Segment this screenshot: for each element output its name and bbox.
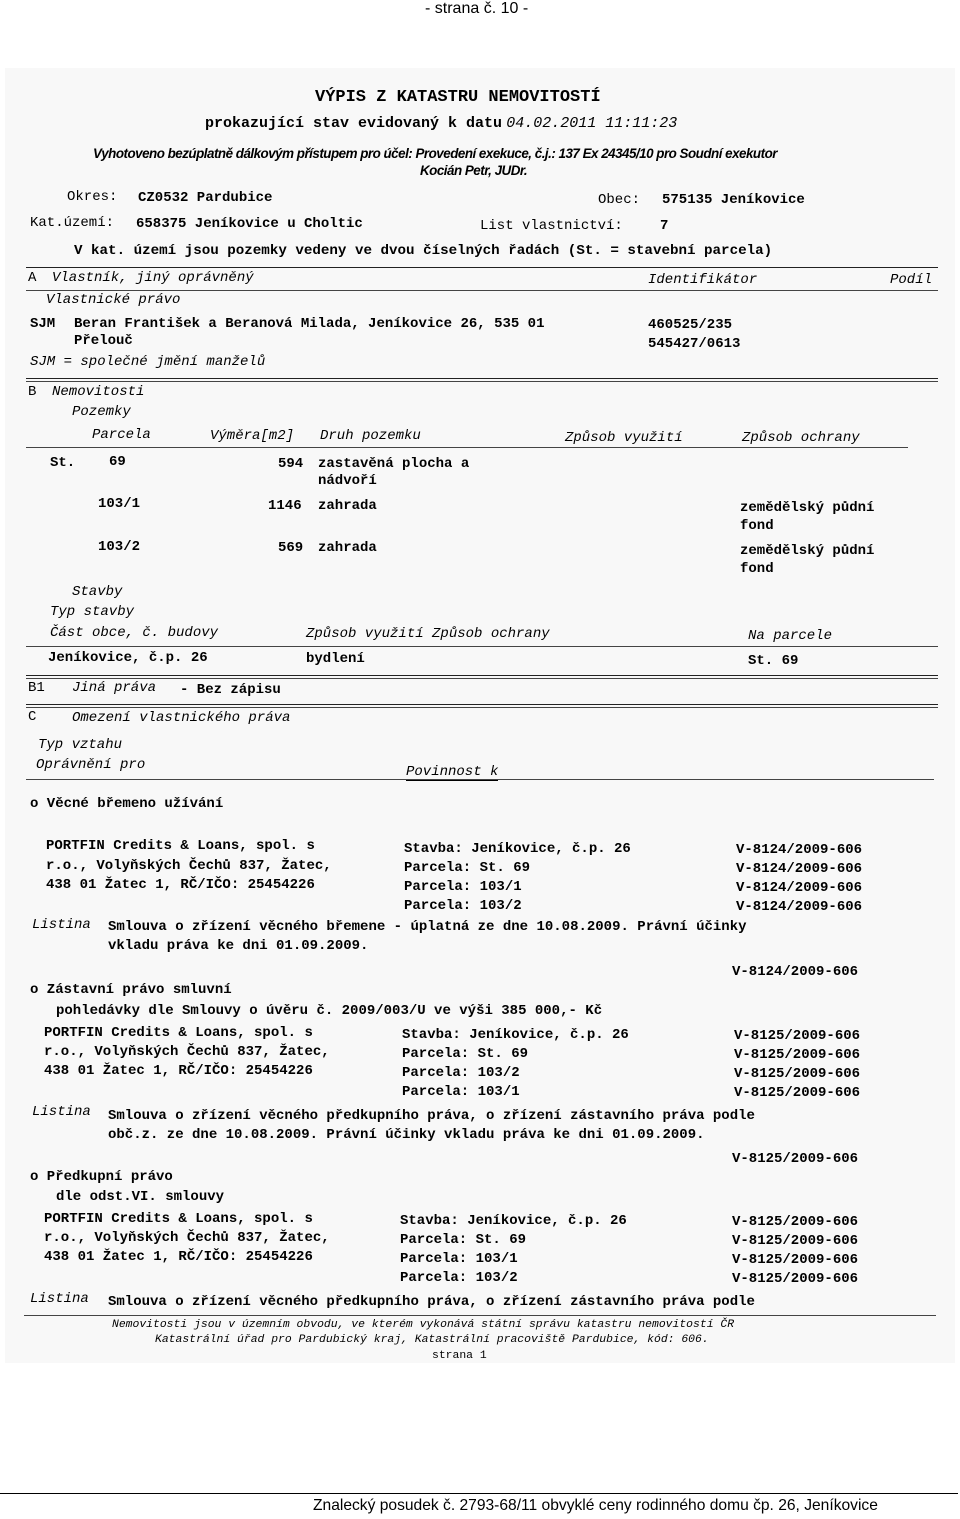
col-zpusob-vyuziti: Způsob využití bbox=[565, 430, 683, 446]
entry1-mid-4: Parcela: 103/2 bbox=[404, 898, 522, 914]
entry1-mid-2: Parcela: St. 69 bbox=[404, 860, 531, 876]
entry1-listina-2: vkladu práva ke dni 01.09.2009. bbox=[108, 938, 369, 954]
stavba-vyuziti: bydlení bbox=[306, 651, 365, 667]
col-na-parcele: Na parcele bbox=[748, 628, 833, 644]
section-b1-value: - Bez zápisu bbox=[180, 682, 281, 698]
entry2-mid-4: Parcela: 103/1 bbox=[402, 1084, 520, 1100]
opravneni-pro: Oprávnění pro bbox=[36, 757, 146, 773]
section-b-heading: Nemovitosti bbox=[52, 384, 145, 400]
entry1-right-4: V-8124/2009-606 bbox=[736, 899, 863, 915]
entry3-listina-label: Listina bbox=[30, 1291, 89, 1307]
sjm-note: SJM = společné jmění manželů bbox=[30, 354, 266, 370]
row1-vymera: 594 bbox=[278, 456, 304, 472]
entry2-title: o Zástavní právo smluvní bbox=[30, 982, 232, 998]
entry2-listina-2: obč.z. ze dne 10.08.2009. Právní účinky vkladu práva ke dni 01.09.2009. bbox=[108, 1127, 705, 1143]
divider-stavby bbox=[26, 646, 938, 647]
entry2-listina-1: Smlouva o zřízení věcného předkupního práva, o zřízení zástavního práva podle bbox=[108, 1108, 755, 1124]
row1-parcela-prefix: St. bbox=[50, 455, 76, 471]
owner-id-1: 460525/235 bbox=[648, 317, 733, 333]
entry3-right-1: V-8125/2009-606 bbox=[732, 1214, 859, 1230]
divider-b1-top-2 bbox=[26, 678, 938, 679]
obec-label: Obec: bbox=[598, 192, 641, 208]
entry3-left-2: r.o., Volyňských Čechů 837, Žatec, bbox=[44, 1230, 330, 1246]
lv-value: 7 bbox=[660, 218, 669, 234]
doc-title: VÝPIS Z KATASTRU NEMOVITOSTÍ bbox=[315, 88, 601, 107]
typ-vztahu: Typ vztahu bbox=[38, 737, 123, 753]
entry2-left-2: r.o., Volyňských Čechů 837, Žatec, bbox=[44, 1044, 330, 1060]
entry3-right-4: V-8125/2009-606 bbox=[732, 1271, 859, 1287]
entry1-left-1: PORTFIN Credits & Loans, spol. s bbox=[46, 838, 315, 854]
entry1-mid-1: Stavba: Jeníkovice, č.p. 26 bbox=[404, 841, 631, 857]
section-a-letter: A bbox=[28, 270, 37, 286]
divider-b-top bbox=[26, 378, 938, 379]
row2-vymera: 1146 bbox=[268, 498, 302, 514]
okres-value: CZ0532 Pardubice bbox=[138, 190, 273, 206]
sjm-label: SJM bbox=[30, 316, 56, 332]
povinnost-k: Povinnost k bbox=[406, 764, 499, 780]
row3-ochrana-1: zemědělský půdní bbox=[740, 543, 875, 559]
row1-druh-2: nádvoří bbox=[318, 473, 377, 489]
entry2-right-2: V-8125/2009-606 bbox=[734, 1047, 861, 1063]
entry2-mid-2: Parcela: St. 69 bbox=[402, 1046, 529, 1062]
issued-line-2: Kocián Petr, JUDr. bbox=[420, 163, 528, 178]
entry2-listina-label: Listina bbox=[32, 1104, 91, 1120]
entry3-title: o Předkupní právo bbox=[30, 1169, 173, 1185]
doc-footer-page: strana 1 bbox=[432, 1350, 487, 1362]
divider-c-top-2 bbox=[26, 707, 938, 708]
divider-c-cols bbox=[26, 779, 934, 780]
col-druh: Druh pozemku bbox=[320, 428, 421, 444]
entry1-right-1: V-8124/2009-606 bbox=[736, 842, 863, 858]
row2-druh-1: zahrada bbox=[318, 498, 377, 514]
col-identifikator: Identifikátor bbox=[648, 272, 758, 288]
entry3-mid-4: Parcela: 103/2 bbox=[400, 1270, 518, 1286]
entry1-right-3: V-8124/2009-606 bbox=[736, 880, 863, 896]
row2-ochrana-2: fond bbox=[740, 518, 774, 534]
pozemky-heading: Pozemky bbox=[72, 404, 131, 420]
entry1-listina-label: Listina bbox=[32, 917, 91, 933]
section-b-letter: B bbox=[28, 384, 37, 400]
page-footer-text: Znalecký posudek č. 2793-68/11 obvyklé ceny rodinného domu čp. 26, Jeníkovice bbox=[313, 1497, 878, 1514]
doc-footer-line-2: Katastrální úřad pro Pardubický kraj, Katastrální pracoviště Pardubice, kód: 606. bbox=[155, 1334, 709, 1346]
owner-line-1: Beran František a Beranová Milada, Jeníkovice 26, 535 01 bbox=[74, 316, 545, 332]
okres-label: Okres: bbox=[67, 189, 118, 205]
divider-a-top bbox=[26, 267, 938, 268]
col-vyuziti-ochrany: Způsob využití Způsob ochrany bbox=[306, 626, 550, 642]
col-podil: Podíl bbox=[890, 272, 933, 288]
subtitle-date: 04.02.2011 11:11:23 bbox=[506, 115, 678, 132]
divider-b-cols bbox=[26, 447, 908, 448]
issued-line-1: Vyhotoveno bezúplatně dálkovým přístupem pro účel: Provedení exekuce, č.j.: 137 Ex 24345/10 pro Soudní exekutor bbox=[93, 146, 777, 161]
row2-ochrana-1: zemědělský půdní bbox=[740, 500, 875, 516]
row1-parcela: 69 bbox=[109, 454, 126, 470]
entry2-right-3: V-8125/2009-606 bbox=[734, 1066, 861, 1082]
entry1-listina-1: Smlouva o zřízení věcného břemene - úplatná ze dne 10.08.2009. Právní účinky bbox=[108, 919, 747, 935]
row3-vymera: 569 bbox=[278, 540, 304, 556]
row3-parcela: 103/2 bbox=[98, 539, 141, 555]
section-b1-letter: B1 bbox=[28, 680, 45, 696]
stavby-heading: Stavby bbox=[72, 584, 123, 600]
entry2-right-1: V-8125/2009-606 bbox=[734, 1028, 861, 1044]
stavba-cast: Jeníkovice, č.p. 26 bbox=[48, 650, 208, 666]
divider-doc-footer bbox=[24, 1315, 936, 1316]
col-zpusob-ochrany: Způsob ochrany bbox=[742, 430, 860, 446]
entry2-mid-3: Parcela: 103/2 bbox=[402, 1065, 520, 1081]
entry3-left-1: PORTFIN Credits & Loans, spol. s bbox=[44, 1211, 313, 1227]
entry3-right-3: V-8125/2009-606 bbox=[732, 1252, 859, 1268]
owner-id-2: 545427/0613 bbox=[648, 336, 741, 352]
entry2-right-4: V-8125/2009-606 bbox=[734, 1085, 861, 1101]
owner-line-2: Přelouč bbox=[74, 333, 133, 349]
entry2-mid-1: Stavba: Jeníkovice, č.p. 26 bbox=[402, 1027, 629, 1043]
entry1-mid-3: Parcela: 103/1 bbox=[404, 879, 522, 895]
parcel-note: V kat. území jsou pozemky vedeny ve dvou číselných řadách (St. = stavební parcela) bbox=[74, 243, 773, 259]
entry2-ref: V-8125/2009-606 bbox=[732, 1151, 859, 1167]
entry1-right-2: V-8124/2009-606 bbox=[736, 861, 863, 877]
divider-a-head bbox=[26, 290, 938, 291]
page-number: - strana č. 10 - bbox=[425, 0, 529, 17]
entry3-mid-1: Stavba: Jeníkovice, č.p. 26 bbox=[400, 1213, 627, 1229]
entry1-ref: V-8124/2009-606 bbox=[732, 964, 859, 980]
section-c-heading: Omezení vlastnického práva bbox=[72, 710, 291, 726]
divider-b-top-2 bbox=[26, 381, 938, 382]
row1-druh-1: zastavěná plocha a bbox=[318, 456, 470, 472]
doc-footer-line-1: Nemovitosti jsou v územním obvodu, ve kterém vykonává státní správu katastru nemovitostí ČR bbox=[112, 1319, 735, 1331]
entry1-left-3: 438 01 Žatec 1, RČ/IČO: 25454226 bbox=[46, 877, 315, 893]
entry2-left-3: 438 01 Žatec 1, RČ/IČO: 25454226 bbox=[44, 1063, 313, 1079]
section-c-letter: C bbox=[28, 709, 37, 725]
entry1-title: o Věcné břemeno užívání bbox=[30, 796, 224, 812]
lv-label: List vlastnictví: bbox=[480, 218, 623, 234]
entry3-right-2: V-8125/2009-606 bbox=[732, 1233, 859, 1249]
row2-parcela: 103/1 bbox=[98, 496, 141, 512]
entry2-title-2: pohledávky dle Smlouvy o úvěru č. 2009/003/U ve výši 385 000,- Kč bbox=[56, 1003, 603, 1019]
stavba-parcela: St. 69 bbox=[748, 653, 799, 669]
col-vymera: Výměra[m2] bbox=[210, 428, 295, 444]
doc-subtitle bbox=[205, 114, 677, 132]
katuzemi-label: Kat.území: bbox=[30, 215, 115, 231]
subtitle-prefix: prokazující stav evidovaný k datu bbox=[205, 115, 503, 132]
entry3-listina-1: Smlouva o zřízení věcného předkupního práva, o zřízení zástavního práva podle bbox=[108, 1294, 755, 1310]
divider-c-top bbox=[26, 704, 938, 705]
divider-b1-top bbox=[26, 675, 938, 676]
entry3-mid-2: Parcela: St. 69 bbox=[400, 1232, 527, 1248]
obec-value: 575135 Jeníkovice bbox=[662, 192, 805, 208]
entry2-left-1: PORTFIN Credits & Loans, spol. s bbox=[44, 1025, 313, 1041]
vlastnicke-pravo: Vlastnické právo bbox=[46, 292, 181, 308]
page-footer-rule bbox=[0, 1493, 958, 1494]
entry1-left-2: r.o., Volyňských Čechů 837, Žatec, bbox=[46, 858, 332, 874]
typ-stavby: Typ stavby bbox=[50, 604, 135, 620]
col-parcela: Parcela bbox=[92, 427, 151, 443]
row3-ochrana-2: fond bbox=[740, 561, 774, 577]
section-a-heading: Vlastník, jiný oprávněný bbox=[52, 270, 254, 286]
entry3-left-3: 438 01 Žatec 1, RČ/IČO: 25454226 bbox=[44, 1249, 313, 1265]
entry3-mid-3: Parcela: 103/1 bbox=[400, 1251, 518, 1267]
section-b1-heading: Jiná práva bbox=[72, 680, 157, 696]
katuzemi-value: 658375 Jeníkovice u Choltic bbox=[136, 216, 363, 232]
entry3-title-2: dle odst.VI. smlouvy bbox=[56, 1189, 225, 1205]
col-cast-obce: Část obce, č. budovy bbox=[50, 625, 219, 641]
row3-druh-1: zahrada bbox=[318, 540, 377, 556]
